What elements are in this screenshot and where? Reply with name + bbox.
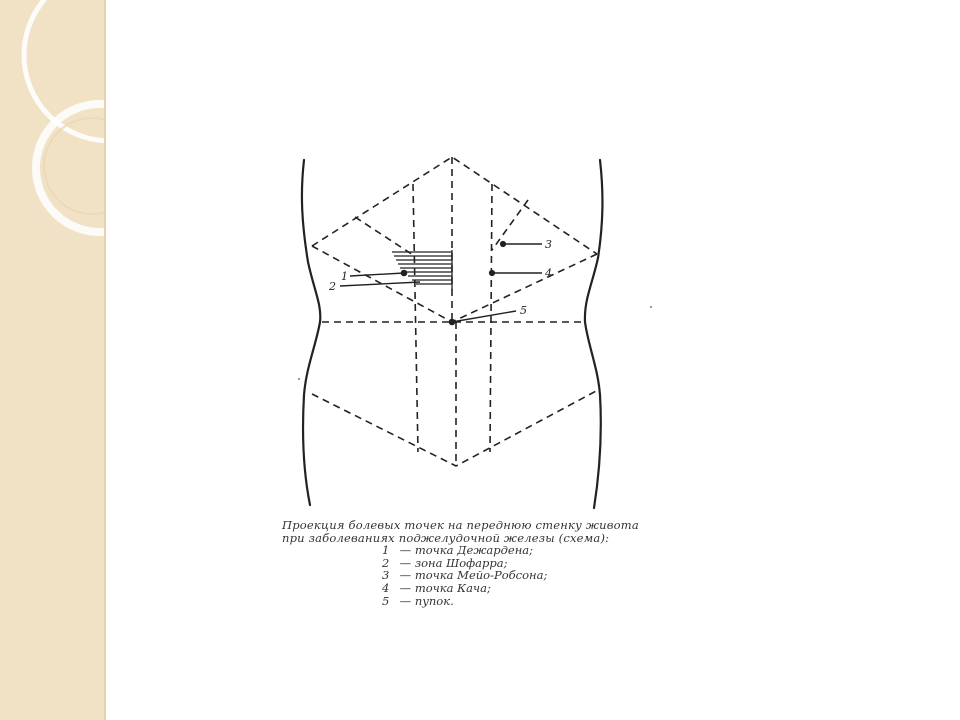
leader-line-1 bbox=[350, 273, 404, 276]
chauffard-zone bbox=[392, 250, 452, 290]
legend-item: 3 — точка Мейо-Робсона; bbox=[382, 568, 548, 583]
lower-rhombus bbox=[312, 390, 598, 466]
leader-line-5 bbox=[452, 311, 516, 322]
left-body-outline bbox=[302, 160, 320, 505]
marker-label-4: 4 bbox=[545, 267, 552, 280]
marker-label-1: 1 bbox=[341, 270, 348, 283]
marker-label-5: 5 bbox=[520, 304, 527, 317]
speck-dot bbox=[298, 378, 300, 380]
legend-item: 5 — пупок. bbox=[382, 593, 454, 608]
legend-item: 1 — точка Дежардена; bbox=[382, 543, 534, 558]
legend-item: 4 — точка Кача; bbox=[382, 580, 491, 595]
legend-item: 2 — зона Шофарра; bbox=[382, 555, 508, 570]
right-body-outline bbox=[585, 160, 603, 508]
caption-title-line-1: Проекция болевых точек на переднюю стенку живота bbox=[282, 518, 639, 532]
upper-rhombus bbox=[312, 157, 597, 254]
right-paramedian-line bbox=[490, 184, 492, 452]
left-paramedian-line bbox=[413, 184, 418, 452]
left-diagonal-segment bbox=[355, 217, 413, 255]
marker-label-2: 2 bbox=[329, 280, 336, 293]
marker-label-3: 3 bbox=[545, 238, 552, 251]
caption-title-line-2: при заболеваниях поджелудочной железы (схема): bbox=[282, 530, 610, 545]
figure-caption bbox=[282, 519, 682, 607]
speck-dot bbox=[650, 306, 652, 308]
right-diagonal-segment bbox=[492, 200, 528, 250]
